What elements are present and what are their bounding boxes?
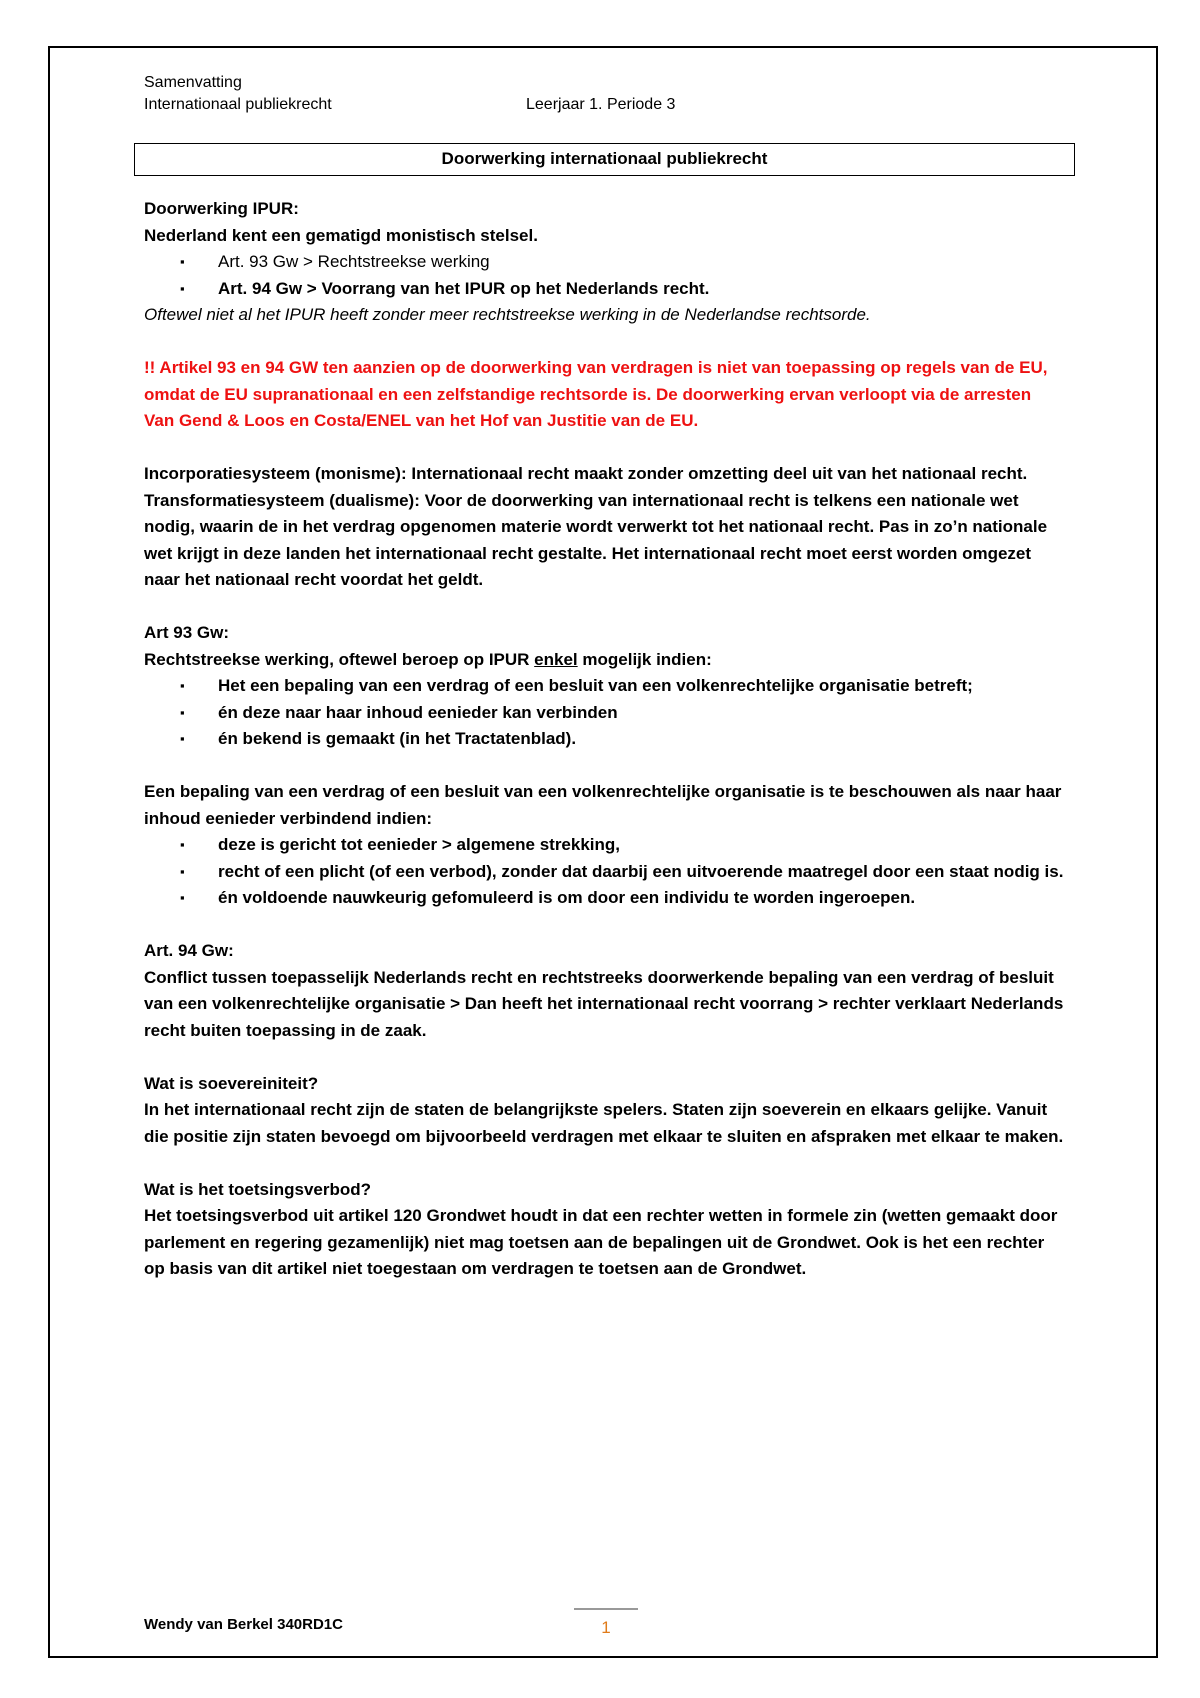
eenieder-list xyxy=(144,832,1064,912)
document-title: Doorwerking internationaal publiekrecht xyxy=(134,143,1075,176)
toetsingsverbod-text: Het toetsingsverbod uit artikel 120 Grondwet houdt in dat een rechter wetten in formele zin (wetten gemaakt door parlement en regering gezamenlijk) niet mag toetsen aan de bepalingen uit de Grondwet. Ook is het een rechter op basis van dit artikel niet toegestaan om verdragen te toetsen aan de Grondwet. xyxy=(144,1206,1058,1278)
section1-intro: Nederland kent een gematigd monistisch stelsel. xyxy=(144,225,538,245)
header-course: Internationaal publiekrecht xyxy=(144,96,332,113)
incorporation-paragraph: Incorporatiesysteem (monisme): Internationaal recht maakt zonder omzetting deel uit van het nationaal recht. xyxy=(144,464,1028,483)
eu-warning-note: !! Artikel 93 en 94 GW ten aanzien op de doorwerking van verdragen is niet van toepassing op regels van de EU, omdat de EU supranationaal en een zelfstandige rechtsorde is. De doorwerking ervan verloopt via de arresten Van Gend & Loos en Costa/ENEL van het Hof van Justitie van de EU. xyxy=(144,358,1048,430)
header-line1: Samenvatting xyxy=(144,74,242,91)
section1-list xyxy=(144,249,1064,302)
page-number: 1 xyxy=(601,1618,611,1637)
transformation-paragraph: Transformatiesysteem (dualisme): Voor de doorwerking van internationaal recht is telkens een nationale wet nodig, waarin de in het verdrag opgenomen materie wordt verwerkt tot het nationaal recht. Pas in zo’n nationale wet krijgt in deze landen het internationaal recht gestalte. Het internationaal recht moet eerst worden omgezet naar het nationaal recht voordat het geldt. xyxy=(144,490,1048,589)
list-item: ▪ deze is gericht tot eenieder > algemene strekking, xyxy=(218,832,1064,859)
soevereiniteit-heading: Wat is soevereiniteit? xyxy=(144,1073,319,1093)
header-line2 xyxy=(144,94,844,116)
list-item: ▪ én deze naar haar inhoud eenieder kan verbinden xyxy=(218,700,1064,727)
header-period: Leerjaar 1. Periode 3 xyxy=(526,96,676,113)
art94-heading: Art. 94 Gw: xyxy=(144,941,234,960)
list-item: ▪ én bekend is gemaakt (in het Tractatenblad). xyxy=(218,726,1064,753)
list-item: ▪ recht of een plicht (of een verbod), zonder dat daarbij een uitvoerende maatregel door een staat nodig is. xyxy=(218,859,1064,886)
underlined-word: enkel xyxy=(534,649,578,669)
footer-author: Wendy van Berkel 340RD1C xyxy=(144,1616,343,1633)
footer-divider xyxy=(574,1608,638,1610)
art93-heading: Art 93 Gw: xyxy=(144,623,230,642)
list-item: ▪ Het een bepaling van een verdrag of een besluit van een volkenrechtelijke organisatie betreft; xyxy=(218,673,1064,700)
document-body xyxy=(144,196,1064,1283)
art94-text: Conflict tussen toepasselijk Nederlands recht en rechtstreeks doorwerkende bepaling van een verdrag of besluit van een volkenrechtelijke organisatie > Dan heeft het internationaal recht voorrang > rechter verklaart Nederlands recht buiten toepassing in de zaak. xyxy=(144,967,1064,1040)
list-item: ▪ én voldoende nauwkeurig gefomuleerd is om door een individu te worden ingeroepen. xyxy=(218,885,1064,912)
section1-heading: Doorwerking IPUR: xyxy=(144,199,299,218)
soevereiniteit-text: In het internationaal recht zijn de staten de belangrijkste spelers. Staten zijn soeverein en elkaars gelijke. Vanuit die positie zijn staten bevoegd om bijvoorbeeld verdragen met elkaar te sluiten en afspraken met elkaar te maken. xyxy=(144,1100,1064,1146)
art93-list xyxy=(144,673,1064,753)
page-header xyxy=(144,72,844,116)
list-item: ▪ Art. 94 Gw > Voorrang van het IPUR op het Nederlands recht. xyxy=(218,276,1064,303)
list-item: ▪ Art. 93 Gw > Rechtstreekse werking xyxy=(218,249,1064,276)
art93-intro: Rechtstreekse werking, oftewel beroep op IPUR enkel mogelijk indien: xyxy=(144,649,712,669)
toetsingsverbod-heading: Wat is het toetsingsverbod? xyxy=(144,1179,372,1199)
eenieder-intro: Een bepaling van een verdrag of een besluit van een volkenrechtelijke organisatie is te beschouwen als naar haar inhoud eenieder verbindend indien: xyxy=(144,782,1062,828)
section1-note: Oftewel niet al het IPUR heeft zonder meer rechtstreekse werking in de Nederlandse rechtsorde. xyxy=(144,305,871,324)
